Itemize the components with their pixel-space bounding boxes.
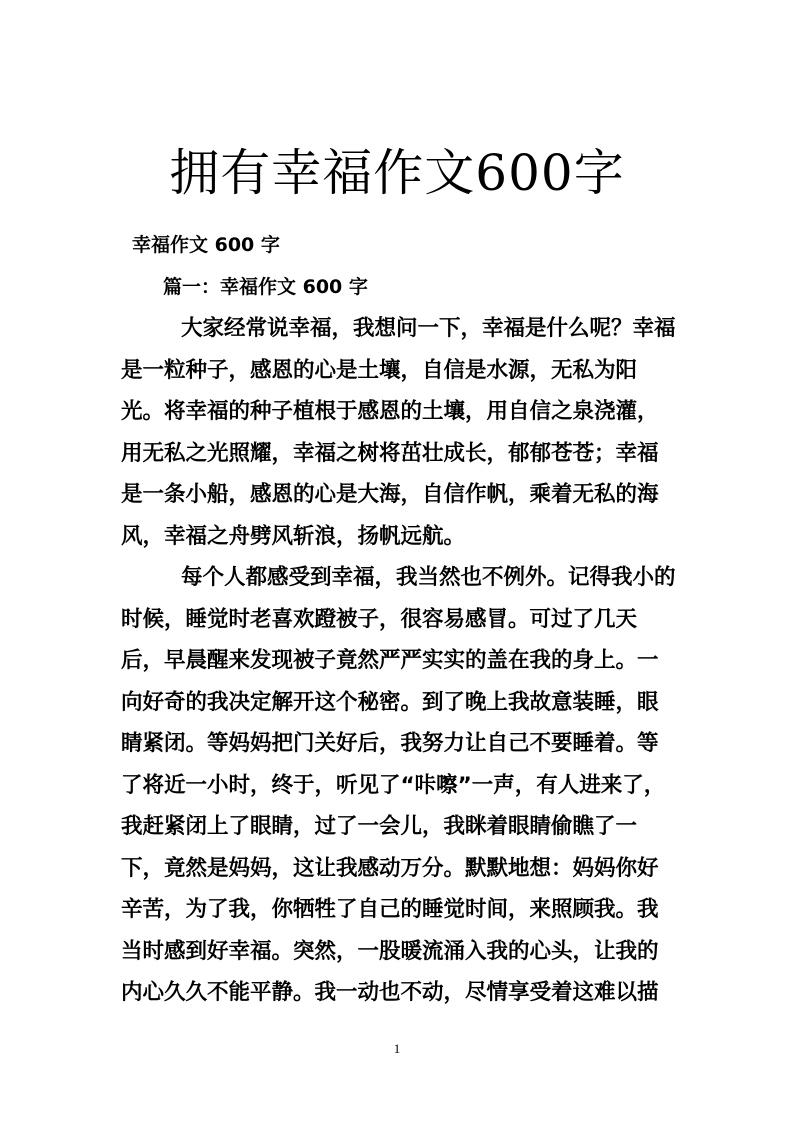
paragraph-2-line: 每个人都感受到幸福，我当然也不例外。记得我小的 — [181, 565, 676, 590]
section-heading: 篇一：幸福作文 600 字 — [163, 276, 368, 298]
paragraph-2-line: 我赶紧闭上了眼睛，过了一会儿，我眯着眼睛偷瞧了一 — [121, 814, 638, 839]
paragraph-2-line: 辛苦，为了我，你牺牲了自己的睡觉时间，来照顾我。我 — [121, 897, 659, 922]
paragraph-2-line: 当时感到好幸福。突然，一股暖流涌入我的心头，让我的 — [121, 938, 659, 964]
paragraph-1-line: 是一粒种子，感恩的心是土壤，自信是水源，无私为阳 — [121, 357, 638, 383]
paragraph-2-line: 下，竟然是妈妈，这让我感动万分。默默地想：妈妈你好 — [121, 855, 659, 881]
paragraph-1-line: 是一条小船，感恩的心是大海，自信作帆，乘着无私的海 — [121, 482, 659, 507]
page-number: 1 — [393, 1041, 401, 1056]
paragraph-1-line: 用无私之光照耀，幸福之树将茁壮成长，郁郁苍苍；幸福 — [121, 440, 659, 466]
paragraph-2-line: 向好奇的我决定解开这个秘密。到了晚上我故意装睡，眼 — [121, 689, 659, 715]
paragraph-2-line: 了将近一小时，终于，听见了“咔嚓”一声，有人进来了， — [121, 772, 666, 798]
paragraph-1-line: 风，幸福之舟劈风斩浪，扬帆远航。 — [121, 523, 466, 549]
essay-body — [121, 308, 676, 1014]
paragraph-2-line: 内心久久不能平静。我一动也不动，尽情享受着这难以描 — [121, 980, 659, 1005]
paragraph-1-line: 光。将幸福的种子植根于感恩的土壤，用自信之泉浇灌， — [121, 399, 659, 424]
paragraph-2-line: 睛紧闭。等妈妈把门关好后，我努力让自己不要睡着。等 — [121, 731, 659, 756]
document-subtitle: 幸福作文 600 字 — [132, 234, 280, 256]
paragraph-1-line: 大家经常说幸福，我想问一下，幸福是什么呢？幸福 — [181, 316, 676, 341]
paragraph-2-line: 时候，睡觉时老喜欢蹬被子，很容易感冒。可过了几天 — [121, 606, 638, 632]
paragraph-2-line: 后，早晨醒来发现被子竟然严严实实的盖在我的身上。一 — [121, 648, 659, 673]
document-title: 拥有幸福作文600字 — [169, 144, 625, 202]
